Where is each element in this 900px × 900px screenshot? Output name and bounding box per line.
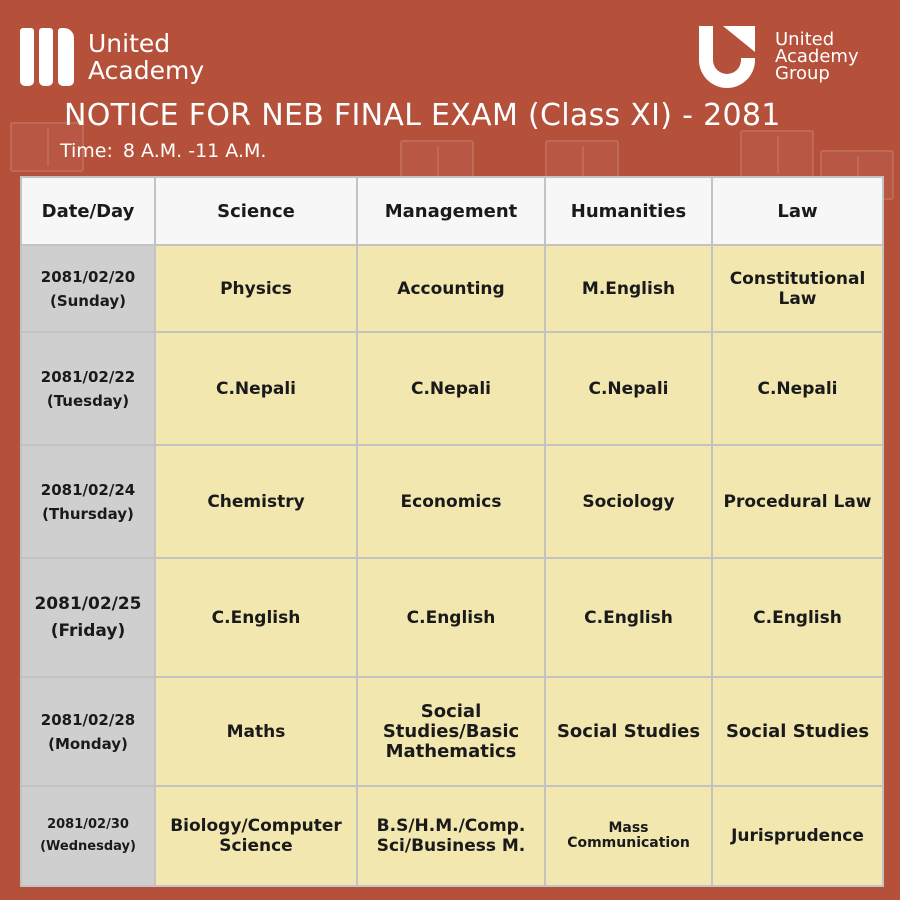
logo-right-line2: Academy: [775, 45, 859, 67]
humanities-subject: Mass Communication: [545, 786, 712, 886]
science-subject: Maths: [155, 677, 357, 786]
header-management: Management: [357, 177, 545, 245]
law-subject: C.Nepali: [712, 332, 883, 445]
date-day-cell: [21, 786, 155, 886]
table-row: [21, 786, 883, 886]
humanities-subject: C.English: [545, 558, 712, 677]
exam-schedule-table: [20, 176, 884, 887]
logo-bars-icon: [20, 28, 74, 86]
background-book-icon: [740, 130, 814, 180]
humanities-subject: Social Studies: [545, 677, 712, 786]
science-subject: Biology/Computer Science: [155, 786, 357, 886]
science-subject: Chemistry: [155, 445, 357, 558]
date-day-cell: [21, 558, 155, 677]
law-subject: Procedural Law: [712, 445, 883, 558]
header-science: Science: [155, 177, 357, 245]
management-subject: Accounting: [357, 245, 545, 332]
management-subject: Social Studies/Basic Mathematics: [357, 677, 545, 786]
management-subject: C.English: [357, 558, 545, 677]
science-subject: C.English: [155, 558, 357, 677]
management-subject: Economics: [357, 445, 545, 558]
date-day-cell: [21, 245, 155, 332]
exam-day: (Wednesday): [40, 839, 136, 854]
table-row: [21, 245, 883, 332]
date-day-cell: [21, 332, 155, 445]
science-subject: Physics: [155, 245, 357, 332]
time-value: 8 A.M. -11 A.M.: [122, 140, 267, 162]
exam-time: [60, 140, 266, 162]
management-subject: B.S/H.M./Comp. Sci/Business M.: [357, 786, 545, 886]
humanities-subject: Sociology: [545, 445, 712, 558]
exam-day: (Tuesday): [46, 391, 130, 410]
exam-date: 2081/02/25: [34, 593, 142, 614]
logo-left-line1: United: [88, 29, 171, 58]
date-day-cell: [21, 445, 155, 558]
time-label: Time:: [60, 140, 113, 162]
humanities-subject: C.Nepali: [545, 332, 712, 445]
exam-day: (Friday): [50, 620, 126, 641]
united-academy-group-logo: [695, 24, 859, 88]
table-row: [21, 332, 883, 445]
header-law: Law: [712, 177, 883, 245]
law-subject: Jurisprudence: [712, 786, 883, 886]
exam-date: 2081/02/20: [40, 267, 136, 286]
exam-day: (Monday): [48, 734, 128, 753]
date-day-cell: [21, 677, 155, 786]
management-subject: C.Nepali: [357, 332, 545, 445]
table-row: [21, 558, 883, 677]
header-humanities: Humanities: [545, 177, 712, 245]
law-subject: Social Studies: [712, 677, 883, 786]
logo-right-line1: United: [775, 28, 835, 50]
header-date-day: Date/Day: [21, 177, 155, 245]
law-subject: C.English: [712, 558, 883, 677]
exam-date: 2081/02/28: [40, 710, 136, 729]
humanities-subject: M.English: [545, 245, 712, 332]
logo-left-line2: Academy: [88, 56, 205, 85]
table-header-row: [21, 177, 883, 245]
logo-u-icon: [695, 24, 759, 88]
logo-right-line3: Group: [775, 62, 830, 84]
exam-date: 2081/02/24: [40, 480, 136, 499]
exam-date: 2081/02/22: [40, 367, 136, 386]
united-academy-logo: [20, 28, 204, 86]
table-row: [21, 677, 883, 786]
table-row: [21, 445, 883, 558]
page-title: NOTICE FOR NEB FINAL EXAM (Class XI) - 2081: [64, 98, 781, 133]
exam-date: 2081/02/30: [47, 817, 129, 832]
exam-day: (Thursday): [42, 504, 134, 523]
science-subject: C.Nepali: [155, 332, 357, 445]
exam-day: (Sunday): [49, 291, 127, 310]
law-subject: Constitutional Law: [712, 245, 883, 332]
